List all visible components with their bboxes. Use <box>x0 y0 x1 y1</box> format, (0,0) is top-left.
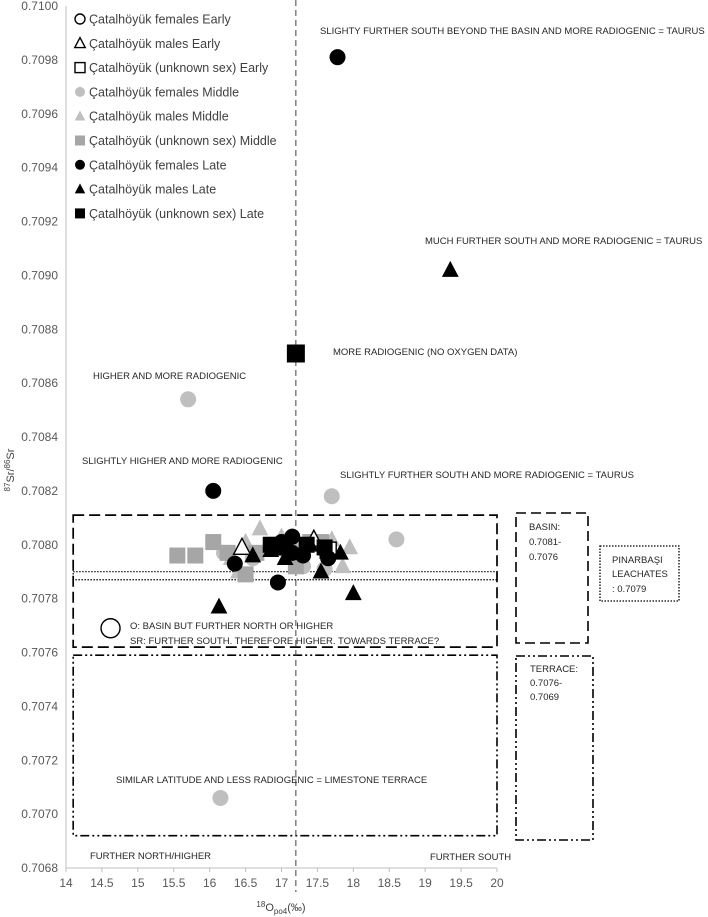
side-box-pinarbasi <box>600 546 679 601</box>
annotations <box>82 26 705 863</box>
legend-marker-square <box>75 63 85 73</box>
basin-label: BASIN: <box>529 522 561 533</box>
data-point-circle <box>324 488 340 504</box>
legend-marker-triangle <box>75 111 86 121</box>
legend <box>75 13 277 221</box>
legend-label: Çatalhöyük males Late <box>89 182 217 197</box>
data-point-circle <box>180 391 196 407</box>
data-point-triangle <box>345 584 362 600</box>
data-point-square <box>187 548 203 564</box>
legend-label: Çatalhöyük (unknown sex) Middle <box>89 134 277 148</box>
y-axis-label: $^{87}$Sr/$^{86}$Sr <box>3 448 17 492</box>
x-tick-label: 18.5 <box>377 876 401 890</box>
x-tick-label: 16 <box>202 876 217 890</box>
y-tick-label: 0.7094 <box>21 160 58 175</box>
y-tick-label: 0.7084 <box>21 430 58 444</box>
data-point-circle <box>227 556 243 572</box>
annotation-limestone-terrace: SIMILAR LATITUDE AND LESS RADIOGENIC = LIMESTONE TERRACE <box>116 775 428 786</box>
x-tick-label: 14 <box>59 876 73 890</box>
x-axis-label: $^{18}O_{po4}(‰)$ <box>256 900 306 916</box>
legend-marker-square <box>75 208 85 218</box>
annotation-further-north: FURTHER NORTH/HIGHER <box>90 851 212 862</box>
y-tick-label: 0.7068 <box>21 861 58 875</box>
legend-marker-circle <box>75 87 85 97</box>
y-tick-label: 0.7080 <box>21 537 58 552</box>
x-tick-label: 19 <box>418 876 432 890</box>
y-tick-label: 0.7072 <box>21 753 58 768</box>
x-tick-label: 17 <box>274 876 289 890</box>
x-tick-label: 14.5 <box>90 876 114 890</box>
y-tick-label: 0.7076 <box>21 645 58 660</box>
annotation-taurus-beyond-basin: SLIGHTY FURTHER SOUTH BEYOND THE BASIN AND MORE RADIOGENIC = TAURUS <box>320 26 705 37</box>
y-tick-label: 0.7088 <box>21 322 58 337</box>
terrace-range-end: 0.7069 <box>530 692 560 703</box>
annotation-basin-north: O: BASIN BUT FURTHER NORTH OR HIGHER <box>130 621 334 632</box>
data-point-square <box>299 537 315 553</box>
legend-label: Çatalhöyük males Early <box>89 36 221 51</box>
legend-label: Çatalhöyük females Middle <box>89 85 240 100</box>
x-tick-label: 17.5 <box>305 876 330 890</box>
data-point-circle <box>205 483 221 499</box>
data-point-square <box>205 534 221 550</box>
legend-marker-square <box>75 136 85 146</box>
y-tick-label: 0.7074 <box>21 699 58 714</box>
data-point-square <box>317 539 333 555</box>
side-box-basin <box>516 513 588 643</box>
y-tick-label: 0.7092 <box>21 214 58 229</box>
legend-label: Çatalhöyük males Middle <box>89 109 229 124</box>
data-point-square <box>263 537 279 553</box>
annotation-no-oxygen-data: MORE RADIOGENIC (NO OXYGEN DATA) <box>333 347 518 358</box>
x-tick-label: 19.5 <box>449 876 473 890</box>
pinarbasi-band <box>73 572 497 580</box>
basin-range-end: 0.7076 <box>529 552 559 563</box>
y-tick-label: 0.7096 <box>21 106 58 121</box>
y-tick-label: 0.7086 <box>21 376 58 391</box>
y-tick-label: 0.7100 <box>21 0 58 13</box>
data-point-circle <box>330 49 346 65</box>
legend-label: Çatalhöyük (unknown sex) Early <box>89 61 269 76</box>
x-tick-label: 15.5 <box>162 876 186 890</box>
data-point-square <box>287 344 305 362</box>
data-point-circle <box>270 574 286 590</box>
legend-marker-circle <box>75 160 85 170</box>
x-tick-label: 20 <box>490 876 504 890</box>
data-point-circle <box>388 531 404 547</box>
annotation-much-further-south: MUCH FURTHER SOUTH AND MORE RADIOGENIC = TAURUS <box>425 236 703 247</box>
pinarbasi-value: : 0.7079 <box>612 584 647 595</box>
x-tick-label: 15 <box>131 876 145 890</box>
data-point-triangle <box>211 598 228 614</box>
terrace-range-start: 0.7076- <box>530 678 563 689</box>
data-point-triangle <box>442 261 459 277</box>
legend-label: Çatalhöyük (unknown sex) Late <box>89 206 265 221</box>
legend-marker-circle <box>75 14 85 24</box>
annotation-sr-further-south: SR: FURTHER SOUTH. THEREFORE HIGHER. TOWARDS TERRACE? <box>130 636 440 647</box>
annotation-slightly-further-south: SLIGHTLY FURTHER SOUTH AND MORE RADIOGENIC = TAURUS <box>340 470 634 481</box>
side-box-terrace <box>516 656 593 840</box>
annotation-higher-radiogenic: HIGHER AND MORE RADIOGENIC <box>93 371 247 382</box>
terrace-label: TERRACE: <box>530 664 579 675</box>
x-tick-label: 16.5 <box>233 876 258 890</box>
y-tick-label: 0.7070 <box>21 807 58 822</box>
pinarbasi-label: PINARBAŞI <box>612 555 663 566</box>
annotation-further-south: FURTHER SOUTH <box>430 852 512 863</box>
data-point-square <box>277 539 293 555</box>
data-point-circle <box>101 619 120 638</box>
pinarbasi-leachates: LEACHATES <box>612 569 668 580</box>
x-tick-label: 18 <box>346 876 361 890</box>
data-point-square <box>169 548 185 564</box>
legend-label: Çatalhöyük females Late <box>89 158 227 173</box>
legend-marker-triangle <box>75 38 86 48</box>
basin-range-start: 0.7081- <box>529 537 562 548</box>
legend-label: Çatalhöyük females Early <box>89 12 231 27</box>
data-point-triangle <box>252 519 269 535</box>
y-tick-label: 0.7090 <box>21 268 58 283</box>
y-tick-label: 0.7078 <box>21 591 58 606</box>
annotation-slightly-higher: SLIGHTLY HIGHER AND MORE RADIOGENIC <box>82 456 283 467</box>
y-tick-label: 0.7082 <box>21 483 58 498</box>
terrace-zone <box>73 655 497 835</box>
legend-marker-triangle <box>75 183 86 193</box>
data-point-circle <box>212 790 228 806</box>
y-tick-label: 0.7098 <box>21 52 58 67</box>
